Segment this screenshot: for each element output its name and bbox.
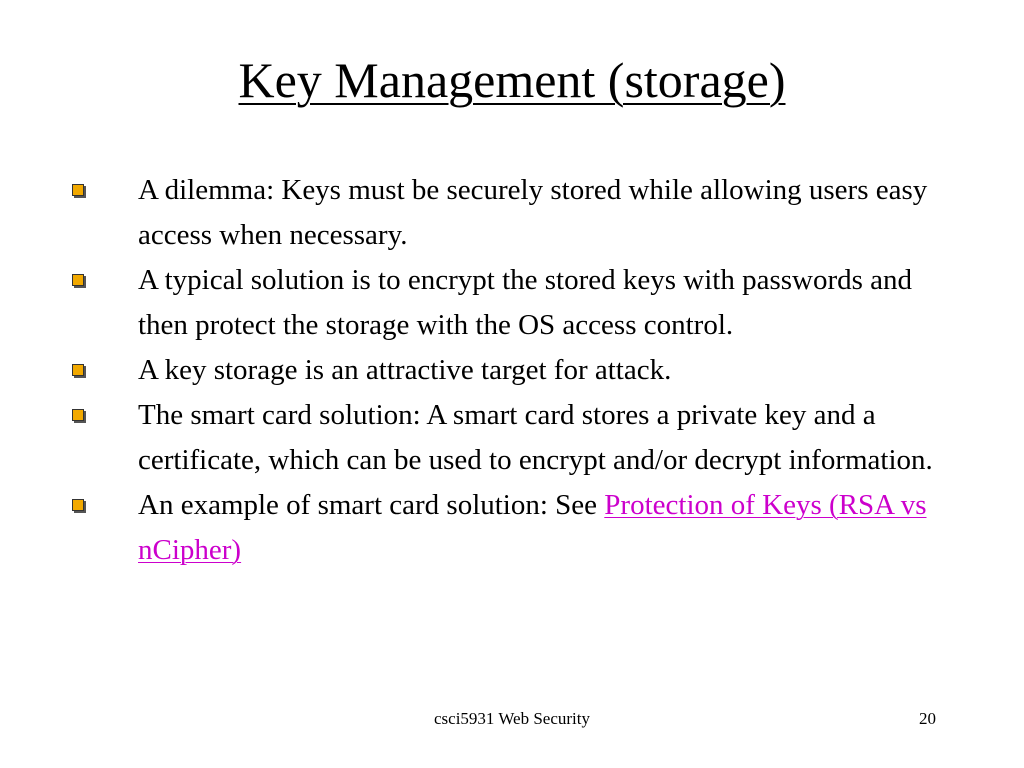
bullet-text: A dilemma: Keys must be securely stored while allowing users easy access when necessary. — [138, 174, 928, 251]
protection-of-keys-link[interactable]: Protection of Keys (RSA vs nCipher) — [138, 489, 927, 566]
square-bullet-icon — [72, 184, 84, 196]
square-bullet-icon — [72, 274, 84, 286]
bullet-text: A typical solution is to encrypt the stored keys with passwords and then protect the storage with the OS access control. — [138, 264, 913, 341]
square-bullet-icon — [72, 364, 84, 376]
bullet-text: A key storage is an attractive target for attack. — [138, 354, 672, 386]
footer-course: csci5931 Web Security — [433, 709, 590, 728]
bullet-item-5 — [72, 483, 962, 573]
square-bullet-icon — [72, 499, 84, 511]
bullet-item-1 — [72, 168, 962, 258]
bullet-item-3 — [72, 348, 962, 393]
bullet-list — [72, 168, 962, 573]
bullet-text: The smart card solution: A smart card stores a private key and a certificate, which can be used to encrypt and/or decrypt information. — [138, 399, 933, 476]
slide-title: Key Management (storage) — [238, 52, 786, 108]
bullet-item-4 — [72, 393, 962, 483]
footer-page-number: 20 — [919, 709, 936, 728]
square-bullet-icon — [72, 409, 84, 421]
bullet-item-2 — [72, 258, 962, 348]
bullet-text: An example of smart card solution: See — [138, 489, 605, 521]
